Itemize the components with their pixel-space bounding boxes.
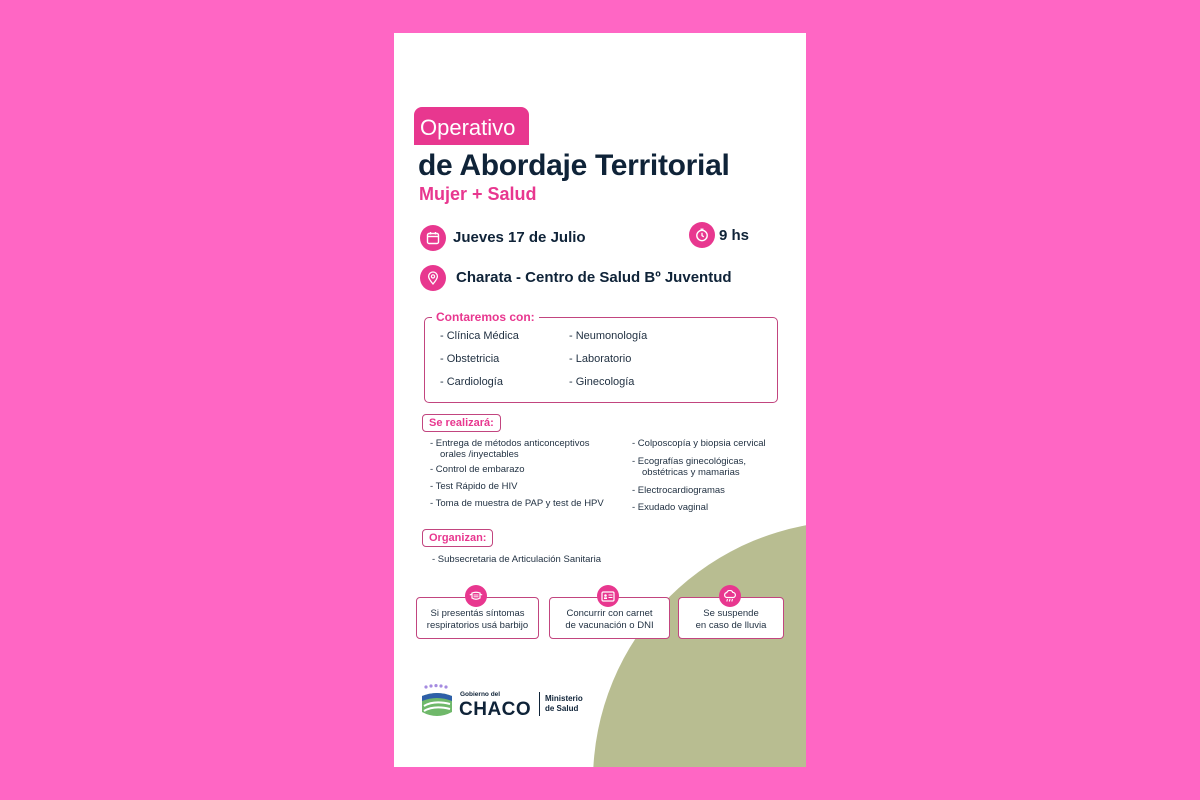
flyer-subtitle: Mujer + Salud <box>419 184 537 204</box>
procedure-item: - Colposcopía y biopsia cervical <box>632 438 766 449</box>
procedure-item: - Entrega de métodos anticonceptivos <box>430 438 590 449</box>
procedure-item: - Toma de muestra de PAP y test de HPV <box>430 498 604 509</box>
flyer-title: de Abordaje Territorial <box>418 149 730 182</box>
service-item: - Laboratorio <box>569 353 632 365</box>
service-item: - Obstetricia <box>440 353 500 365</box>
procedure-item: - Ecografías ginecológicas, <box>632 456 747 467</box>
rain-cloud-icon <box>719 585 741 607</box>
notice-line: respiratorios usá barbijo <box>426 620 529 631</box>
service-item: - Cardiología <box>440 376 503 388</box>
organizers-heading: Organizan: <box>422 529 493 547</box>
procedures-heading: Se realizará: <box>422 414 501 432</box>
clock-icon <box>689 222 715 248</box>
logo-chaco-label: CHACO <box>459 699 532 720</box>
logo-divider <box>539 692 540 716</box>
procedure-item: - Test Rápido de HIV <box>430 481 518 492</box>
operativo-tag: Operativo <box>414 107 529 145</box>
notice-line: Si presentás síntomas <box>430 608 525 619</box>
event-location: Charata - Centro de Salud Bº Juventud <box>456 269 732 286</box>
service-item: - Ginecología <box>569 376 635 388</box>
chaco-logo-icon <box>420 684 454 720</box>
procedure-item: - Exudado vaginal <box>632 502 709 513</box>
notice-line: de vacunación o DNI <box>565 620 654 631</box>
event-date: Jueves 17 de Julio <box>453 229 586 246</box>
flyer-card <box>394 33 806 767</box>
service-item: - Clínica Médica <box>440 330 519 342</box>
event-time: 9 hs <box>719 227 750 244</box>
procedure-item: orales /inyectables <box>440 449 519 460</box>
id-card-icon <box>597 585 619 607</box>
services-heading: Contaremos con: <box>432 310 539 324</box>
location-pin-icon <box>420 265 446 291</box>
procedure-item: - Electrocardiogramas <box>632 485 725 496</box>
notice-line: Se suspende <box>703 608 759 619</box>
mask-icon <box>465 585 487 607</box>
organizer-item: - Subsecretaria de Articulación Sanitaria <box>432 554 601 565</box>
calendar-icon <box>420 225 446 251</box>
notice-line: Concurrir con carnet <box>566 608 653 619</box>
procedure-item: - Control de embarazo <box>430 464 525 475</box>
logo-ministry-line: de Salud <box>545 704 579 713</box>
logo-ministry-line: Ministerio <box>545 694 583 703</box>
service-item: - Neumonología <box>569 330 648 342</box>
logo-gov-label: Gobierno del <box>460 691 501 698</box>
olive-decorative-shape <box>593 521 806 767</box>
procedure-item: obstétricas y mamarias <box>642 467 740 478</box>
notice-line: en caso de lluvia <box>695 620 767 631</box>
